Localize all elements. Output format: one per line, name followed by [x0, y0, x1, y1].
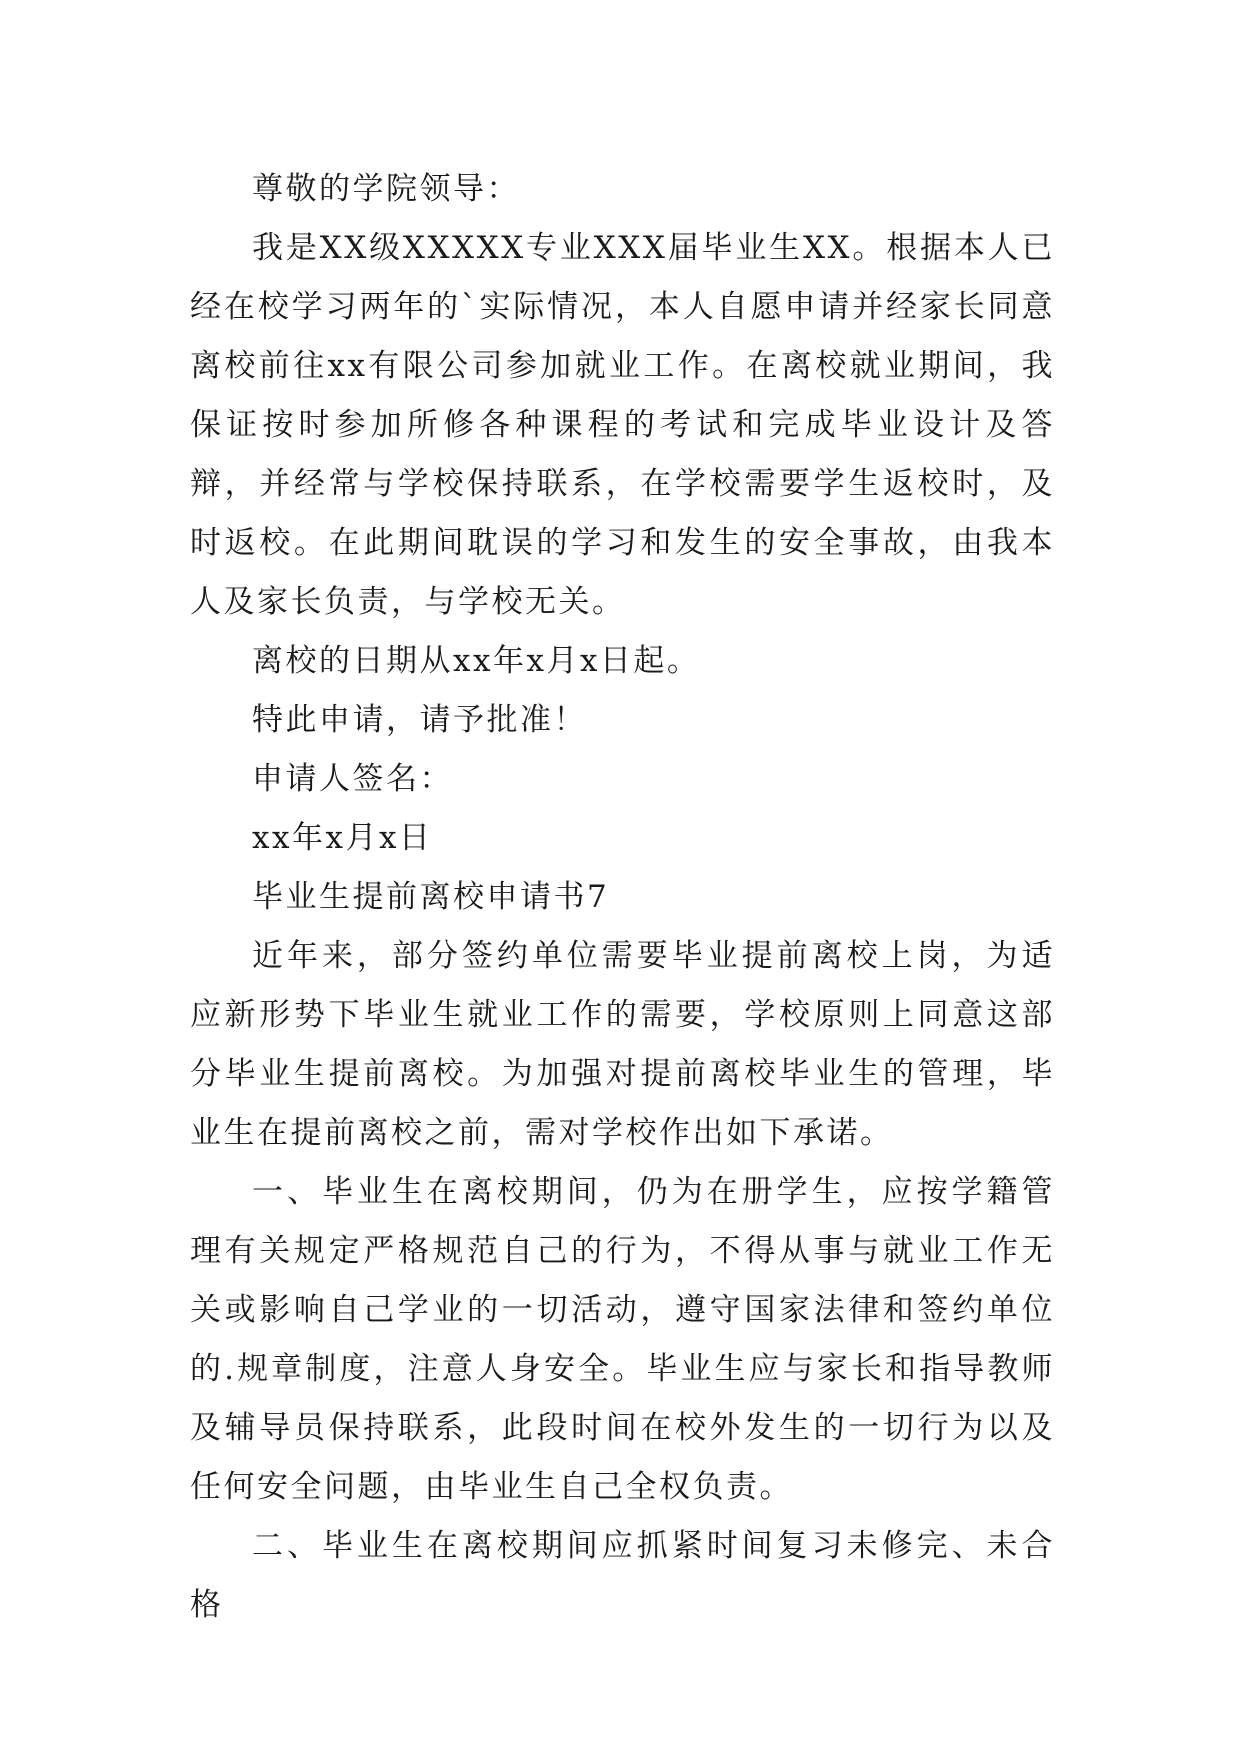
paragraph-application: 我是XX级XXXXX专业XXX届毕业生XX。根据本人已经在校学习两年的`实际情况，本人自愿申请并经家长同意离校前往xx有限公司参加就业工作。在离校就业期间，我保证按时参加所修各种课程的考试和完成毕业设计及答辩，并经常与学校保持联系，在学校需要学生返校时，及时返校。在此期间耽误的学习和发生的安全事故，由我本人及家长负责，与学校无关。: [190, 230, 1055, 620]
paragraph-request: 特此申请，请予批准！: [252, 702, 587, 738]
section-title: 毕业生提前离校申请书7: [252, 879, 610, 915]
document-body: [190, 160, 1055, 1635]
signature-label: 申请人签名：: [252, 761, 453, 797]
paragraph-item-2: 二、毕业生在离校期间应抓紧时间复习未修完、未合格: [190, 1528, 1055, 1623]
paragraph-departure-date: 离校的日期从xx年x月x日起。: [252, 643, 701, 679]
paragraph-intro: 近年来，部分签约单位需要毕业提前离校上岗，为适应新形势下毕业生就业工作的需要，学校原则上同意这部分毕业生提前离校。为加强对提前离校毕业生的管理，毕业生在提前离校之前，需对学校作出如下承诺。: [190, 938, 1055, 1151]
paragraph-item-1: 一、毕业生在离校期间，仍为在册学生，应按学籍管理有关规定严格规范自己的行为，不得从事与就业工作无关或影响自己学业的一切活动，遵守国家法律和签约单位的.规章制度，注意人身安全。毕业生应与家长和指导教师及辅导员保持联系，此段时间在校外发生的一切行为以及任何安全问题，由毕业生自己全权负责。: [190, 1174, 1055, 1505]
salutation: 尊敬的学院领导：: [252, 171, 520, 207]
signature-date: xx年x月x日: [252, 820, 433, 856]
